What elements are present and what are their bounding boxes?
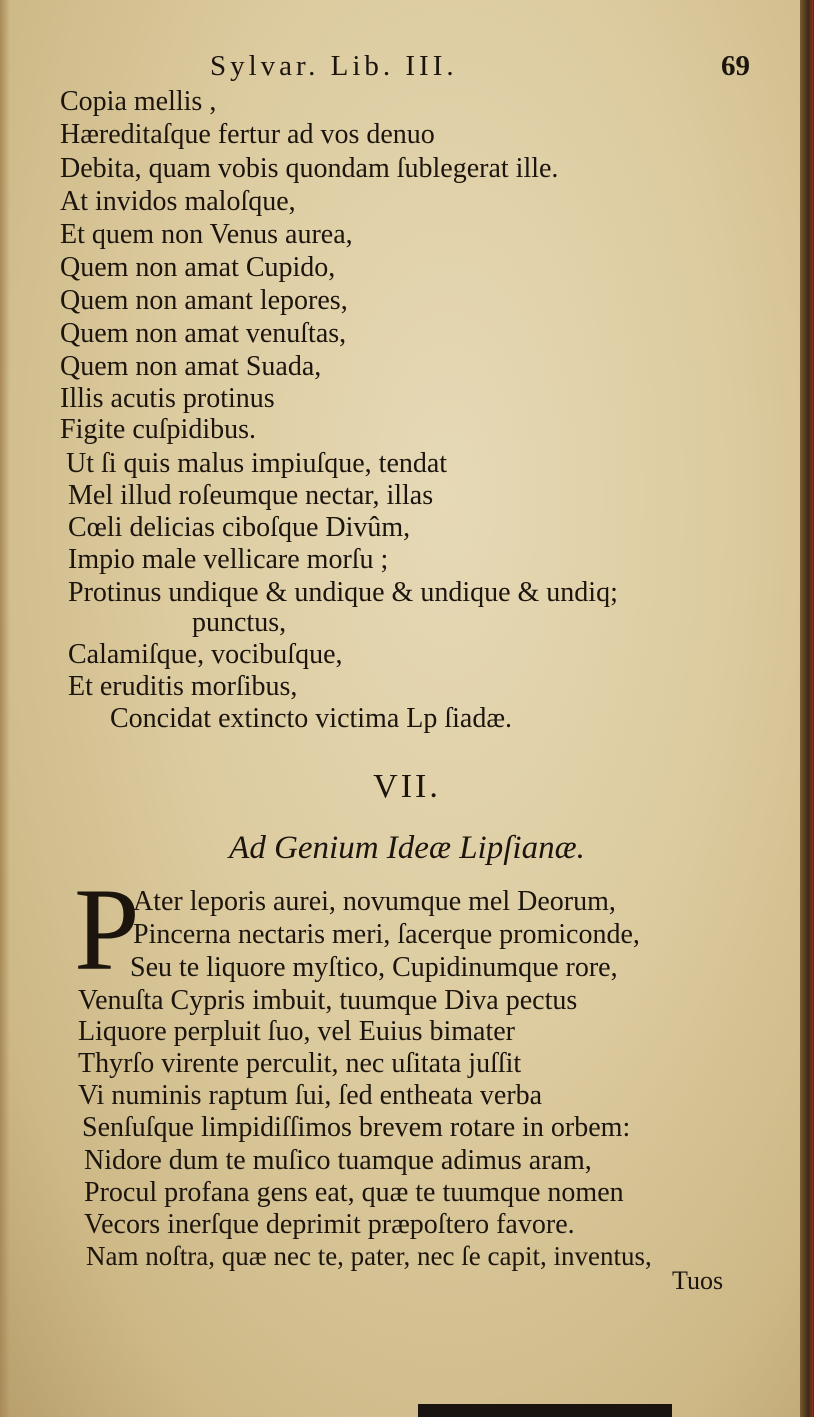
poem-line: Quem non amat venuſtas, (60, 318, 347, 349)
poem-line: Senſuſque limpidiſſimos brevem rotare in orbem: (82, 1112, 631, 1143)
poem-line: Figite cuſpidibus. (60, 414, 256, 445)
page-number: 69 (721, 50, 750, 82)
poem-line: Liquore perpluit ſuo, vel Euius bimater (78, 1016, 516, 1047)
section-number: VII. (373, 768, 441, 805)
poem-line: Impio male vellicare morſu ; (68, 544, 389, 575)
poem-line: Et eruditis morſibus, (68, 671, 298, 702)
poem-line: Protinus undique & undique & undique & undiq; (68, 577, 618, 608)
poem-line: Vi numinis raptum ſui, ſed entheata verba (78, 1080, 543, 1111)
poem-line: Pincerna nectaris meri, ſacerque promiconde, (133, 919, 640, 950)
poem-line: Venuſta Cypris imbuit, tuumque Diva pectus (78, 985, 578, 1016)
page-left-edge (0, 0, 10, 1417)
catchword: Tuos (672, 1266, 724, 1295)
drop-cap: P (74, 864, 140, 995)
poem-line: Quem non amat Suada, (60, 351, 322, 382)
poem-line: Debita, quam vobis quondam ſublegerat ille. (60, 153, 559, 184)
poem-line: Calamiſque, vocibuſque, (68, 639, 343, 670)
poem-line: Copia mellis , (60, 86, 217, 117)
poem-line: Thyrſo virente perculit, nec uſitata juſſit (78, 1048, 522, 1079)
poem-line: Nam noſtra, quæ nec te, pater, nec ſe capit, inventus, (86, 1241, 652, 1271)
binding-shadow (418, 1404, 672, 1417)
poem-line: Ater leporis aurei, novumque mel Deorum, (133, 886, 616, 917)
poem-line: Quem non amant lepores, (60, 285, 348, 316)
page-header (60, 50, 750, 90)
poem-line: Et quem non Venus aurea, (60, 219, 353, 250)
poem-line: Mel illud roſeumque nectar, illas (68, 480, 434, 511)
poem-line-continuation: punctus, (192, 607, 287, 638)
running-head: Sylvar. Lib. III. (210, 50, 458, 82)
poem-line: Quem non amat Cupido, (60, 252, 336, 283)
poem-line: Ut ſi quis malus impiuſque, tendat (66, 448, 448, 479)
poem-line: Procul profana gens eat, quæ te tuumque nomen (84, 1177, 624, 1208)
poem-line: Seu te liquore myſtico, Cupidinumque rore, (130, 952, 618, 983)
poem-line: Nidore dum te muſico tuamque adimus aram, (84, 1145, 592, 1176)
book-fore-edge (800, 0, 814, 1417)
poem-line: Concidat extincto victima Lp ſiadæ. (110, 703, 513, 734)
section-title: Ad Genium Ideæ Lipſianæ. (229, 830, 585, 866)
poem-line: Vecors inerſque deprimit præpoſtero favore. (84, 1209, 575, 1240)
poem-line: Cœli delicias ciboſque Divûm, (68, 512, 411, 543)
poem-line: At invidos maloſque, (60, 186, 296, 217)
poem-line: Hæreditaſque fertur ad vos denuo (60, 119, 435, 150)
poem-line: Illis acutis protinus (60, 383, 275, 414)
